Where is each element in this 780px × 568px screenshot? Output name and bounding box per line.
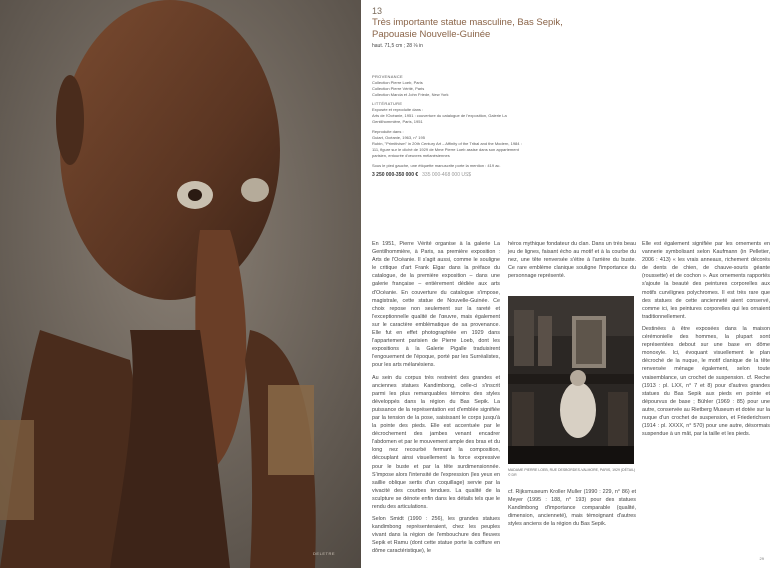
estimate <box>372 172 522 178</box>
lot-number: 13 <box>372 6 383 16</box>
estimate-eur: 3 250 000-350 000 € <box>372 172 419 178</box>
lot-title: Très importante statue masculine, Bas Sepik, Papouasie Nouvelle-Guinée <box>372 17 563 40</box>
provenance-heading: PROVENANCE <box>372 74 404 79</box>
text-column-3: Elle est également signifiée par les ornements en vannerie symbolisant selon Kaufmann (in Pelletier, 2006 : 413) « les vrais anneaux, richement décorés de dents de chien, de chauve-souris géante (roussette) et de cochon ». Aux ornements rapportés s'ajoute la beauté des peintures corporelles aux motifs curvilignes polychromes. Il est très rare que des statues de cette ancienneté aient conservé, comme ici, les peintures corporelles qui les ornaient traditionnellement. Destinées à être exposées dans la maison cérémonielle des hommes, la plupart sont représentées debout sur une base en dôme monoxyle. Ici, évoquant visuellement le plan décroché de la nuque, le motif clanique de la tête renversée ménage également, selon toute vraisemblance, un crochet de suspension. cf. Reche (1913 : pl. LXX, n° 7 et 8) pour d'autres grandes statues du Bas Sepik aux pieds en pointe et dépourvus de base ; Bühler (1969 : 85) pour une autre, conservée au Rietberg Museum et dotée sur la nuque d'un crochet de suspension, et Friederichsen (1914 : pl. XXXX, n° 570) pour une autre, désormais suspendue à un mât, par la taille et les pieds. <box>642 241 770 438</box>
seated-woman <box>560 382 596 438</box>
estimate-usd: 335 000-468 000 US$ <box>422 172 472 178</box>
lot-header <box>372 6 602 49</box>
text-column-2-lower: cf. Rijksmuseum Kroller Muller (1990 : 229, n° 86) et Meyer (1995 : 188, n° 193) pour des statues Kandimbong d'importance comparable (qualité, dimension, ancienneté), mais témoignant d'autres styles anciens de la région du Bas Sepik. <box>508 489 636 528</box>
photo-credit: DELETRE <box>313 551 335 556</box>
statue-head <box>60 0 280 300</box>
statue-eye-right <box>241 178 269 202</box>
literature-heading: LITTÉRATURE <box>372 101 403 106</box>
page-number: 29 <box>759 556 764 561</box>
interior-photo <box>508 296 634 464</box>
lot-dimensions: haut. 71,5 cm ; 28 ⅛ in <box>372 43 423 49</box>
statue-armband <box>268 385 314 475</box>
statue-photo <box>0 0 361 568</box>
text-column-1: En 1951, Pierre Vérité organise à la galerie La Gentilhommière, à Paris, sa première exposition : Arts de l'Océanie. Il s'agit aussi, comme le souligne le critique d'art Frank Elgar dans la préface du catalogue, de la première exposition – dans une galerie française – entièrement dédiée aux arts d'Océanie. En couverture du catalogue s'impose, magistrale, cette statue de Nouvelle-Guinée. Ce choix repose non seulement sur la rareté et l'exceptionnelle qualité de l'œuvre, mais également sur le caractère emblématique de sa provenance. Elle fut en effet photographiée en 1929 dans l'appartement parisien de Pierre Loeb, dont les expositions à la Galerie Pigalle traduisirent l'engouement de l'époque, porté par les Surréalistes, pour les arts mélanésiens. Au sein du corpus très restreint des grandes et anciennes statues Kandimbong, celle-ci s'inscrit parmi les plus remarquables témoins des styles développés dans la région du Bas Sepik. La puissance de la représentation est d'emblée signifiée par la tension de la pose, saisissant le corps jusqu'à la pointe des pieds. Elle est accentuée par le décrochement des jambes venant encadrer l'abdomen et par le mouvement ample des bras et du long nez recourbé fermant la composition, découplant ainsi visuellement la force expressive pour le buste et par la tête surdimensionnée. S'impose alors l'intensité de l'expression (les yeux en saillie oblique sertis d'un coquillage) servie par la vivacité des courbes tendues. La qualité de la sculpture se dénote enfin dans les détails tels que le rendu des articulations. Selon Smidt (1990 : 256), les grandes statues kandimbong représenteraient, chez les peuples vivant dans la région de l'embouchure des fleuves Sepik et Ramu (dont cette statue porte la coiffure en dôme caractéristique), le <box>372 241 500 555</box>
left-page-photo <box>0 0 361 568</box>
text-column-2: héros mythique fondateur du clan. Dans un très beau jeu de lignes, faisant écho au motif et à la courbe du nez, une tête renversée s'étire à l'arrière du buste. Ce rare emblème clanique souligne l'importance du personnage représenté. <box>508 241 636 280</box>
statue-ear <box>56 75 84 165</box>
statue-in-photo <box>514 310 534 366</box>
lot-metadata: PROVENANCE Collection Pierre Loeb, Paris Collection Pierre Vérité, Paris Collection Marcia et John Friede, New York LITTÉRATURE Exposée et reproduite dans : Arts de l'Océanie, 1951 : couverture du catalogue de l'exposition, Galerie La Gentilhommière, Paris, 1951 Reproduite dans : Guiart, Océanie, 1963, n° 195 Rubin, "Primitivism" in 20th Century Art – Affinity of the Tribal and the Modern, 1984 : 111, figure sur le cliché de 1929 de Mme Pierre Loeb assise dans son appartement parisien, entourée d'œuvres mélanésiennes Sous le pied gauche, une étiquette manuscrite porte la mention : 419 ac. 3 250 000-350 000 € 335 000-468 000 US$ <box>372 74 522 178</box>
photo-caption: MADAME PIERRE LOEB, RUE DESBORDES-VALMORE, PARIS, 1929 (DÉTAIL) © DR <box>508 468 636 477</box>
